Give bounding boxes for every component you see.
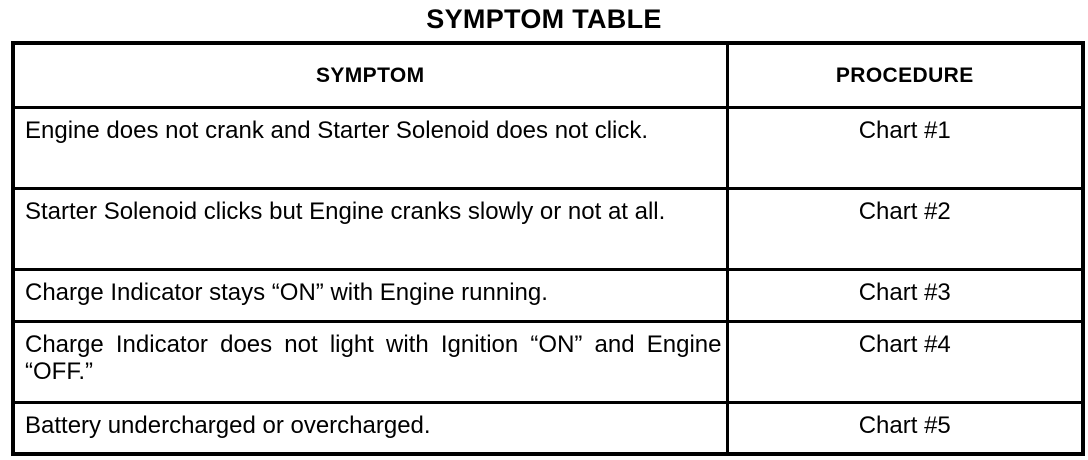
- symptom-cell: Engine does not crank and Starter Solenoid does not click.: [13, 107, 727, 188]
- table-row: [13, 321, 1083, 402]
- table-row: [13, 107, 1083, 188]
- procedure-cell: Chart #4: [727, 321, 1083, 402]
- procedure-cell: Chart #1: [727, 107, 1083, 188]
- table-row: [13, 402, 1083, 454]
- column-header-symptom: SYMPTOM: [13, 43, 727, 107]
- procedure-cell: Chart #3: [727, 269, 1083, 321]
- symptom-cell: Battery undercharged or overcharged.: [13, 402, 727, 454]
- procedure-cell: Chart #2: [727, 188, 1083, 269]
- procedure-cell: Chart #5: [727, 402, 1083, 454]
- column-header-procedure: PROCEDURE: [727, 43, 1083, 107]
- table-row: [13, 188, 1083, 269]
- symptom-cell: Charge Indicator stays “ON” with Engine running.: [13, 269, 727, 321]
- symptom-table: [11, 41, 1085, 456]
- table-header-row: [13, 43, 1083, 107]
- symptom-cell: Charge Indicator does not light with Ignition “ON” and Engine “OFF.”: [13, 321, 727, 402]
- table-row: [13, 269, 1083, 321]
- page-title: SYMPTOM TABLE: [426, 4, 662, 34]
- symptom-cell: Starter Solenoid clicks but Engine cranks slowly or not at all.: [13, 188, 727, 269]
